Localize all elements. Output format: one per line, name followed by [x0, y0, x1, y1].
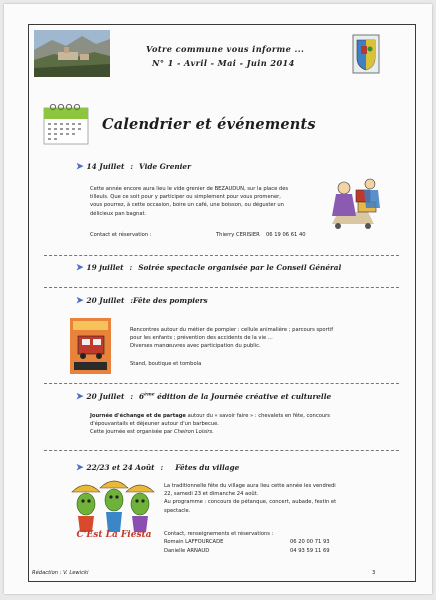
- contact-name: Thierry CERISIER: [216, 232, 260, 238]
- section-title: Calendrier et événements: [102, 116, 316, 133]
- calendar-icon: [42, 102, 90, 146]
- event-title: Fête des pompiers: [133, 296, 208, 305]
- chevron-right-icon: ➤: [76, 296, 84, 306]
- village-photo: [34, 30, 110, 77]
- body-line: La traditionnelle fête du village aura lieu cette année les vendredi: [164, 483, 336, 489]
- contacts-label: Contact, renseignements et réservations :: [164, 531, 274, 537]
- header-line-1: Votre commune vous informe ...: [146, 44, 305, 54]
- event-body-vide-grenier: [90, 185, 330, 218]
- page-number: 3: [372, 570, 376, 576]
- body-line: Au programme : concours de pétanque, concert, aubade, festin et: [164, 499, 337, 506]
- event-heading-fetes-village: ➤ 22/23 et 24 Août : Fêtes du village: [76, 463, 240, 473]
- body-line-1: [90, 412, 390, 420]
- event-heading-soiree-spectacle: ➤ 19 juillet : Soirée spectacle organisée par le Conseil Général: [76, 263, 342, 273]
- vide-grenier-illustration: [322, 172, 384, 234]
- pompiers-poster-image: [70, 318, 111, 374]
- contact-label: Contact et réservation :: [90, 232, 152, 238]
- body-line: Diverses manœuvres avec participation du public.: [130, 343, 261, 350]
- event-heading-journee-creative: ➤ 20 Juillet : 6ème édition de la Journée créative et culturelle: [76, 392, 332, 402]
- event-heading-fete-pompiers: ➤ 20 Juillet :Fête des pompiers: [76, 296, 208, 306]
- body-line: spectacle.: [164, 507, 191, 514]
- event-body-fetes-village: [164, 482, 404, 515]
- chevron-right-icon: ➤: [76, 263, 84, 273]
- chevron-right-icon: ➤: [76, 392, 84, 402]
- event-date: 14 Juillet: [86, 162, 125, 171]
- body-line: Rencontres autour du métier de pompier : cellule animalière ; parcours sportif: [130, 327, 334, 333]
- ordinal-suffix: ème: [144, 392, 155, 398]
- divider: [44, 450, 399, 451]
- event-date: 22/23 et 24 Août: [86, 463, 155, 472]
- divider: [44, 383, 399, 384]
- event-extra-fete-pompiers: Stand, boutique et tombola: [130, 361, 202, 367]
- divider: [44, 255, 399, 256]
- event-body-fete-pompiers: [130, 326, 390, 351]
- contact-phone: 04 93 59 11 69: [290, 548, 330, 554]
- coat-of-arms-logo: [352, 34, 380, 74]
- event-date: 20 Juillet: [86, 392, 125, 401]
- body-prefix: Cette journée est organisée par: [90, 429, 174, 436]
- contact-phone: 06 20 00 71 93: [290, 539, 330, 545]
- chevron-right-icon: ➤: [76, 463, 84, 473]
- event-title: Soirée spectacle organisée par le Conseil Général: [138, 263, 342, 272]
- divider: [44, 287, 399, 288]
- ordinal-number: 6: [139, 392, 145, 401]
- event-title: édition de la Journée créative et culturelle: [157, 392, 332, 401]
- body-line-3: [90, 428, 390, 436]
- event-date: 19 juillet: [86, 263, 124, 272]
- body-line: Cette année encore aura lieu le vide grenier de BEZAUDUN, sur la place des: [90, 186, 289, 192]
- body-rest: autour du « savoir faire » : chevalets en fête, concours: [185, 413, 330, 419]
- body-line: pour les enfants ; prévention des accidents de la vie ...: [130, 335, 273, 342]
- header-line-2: N° 1 - Avril - Mai - Juin 2014: [152, 58, 295, 68]
- footer-credit: Rédaction : V. Lewicki: [32, 570, 89, 576]
- event-body-journee-creative: [90, 412, 390, 437]
- body-line: vous pourrez, à cette occasion, boire un café, une boisson, ou déguster un: [90, 202, 284, 209]
- chevron-right-icon: ➤: [76, 162, 84, 172]
- event-title: Fêtes du village: [175, 463, 240, 472]
- body-line: d'épouvantails et déjeuner autour d'un barbecue.: [90, 421, 219, 428]
- contact-name: Romain LAFFOURCADE: [164, 539, 224, 545]
- contact-name: Danielle ARNAUD: [164, 548, 210, 554]
- organizer-name: Cheiron Loisirs.: [173, 429, 214, 436]
- event-date: 20 Juillet: [86, 296, 125, 305]
- event-heading-vide-grenier: ➤ 14 Juillet : Vide Grenier: [76, 162, 191, 172]
- body-line: tilleuls. Que ce soit pour y participer ou simplement pour vous promener,: [90, 194, 281, 201]
- fiesta-banner-text: C'Est La Fiesta: [76, 530, 152, 540]
- body-bold: Journée d'échange et de partage: [90, 413, 186, 419]
- event-title: Vide Grenier: [139, 162, 191, 171]
- body-line: 22, samedi 23 et dimanche 24 août.: [164, 491, 259, 498]
- fiesta-illustration: [68, 474, 158, 554]
- contact-phone: 06 19 06 61 40: [266, 232, 306, 238]
- newsletter-page: [4, 4, 432, 594]
- body-line: délicieux pan bagnat.: [90, 210, 147, 217]
